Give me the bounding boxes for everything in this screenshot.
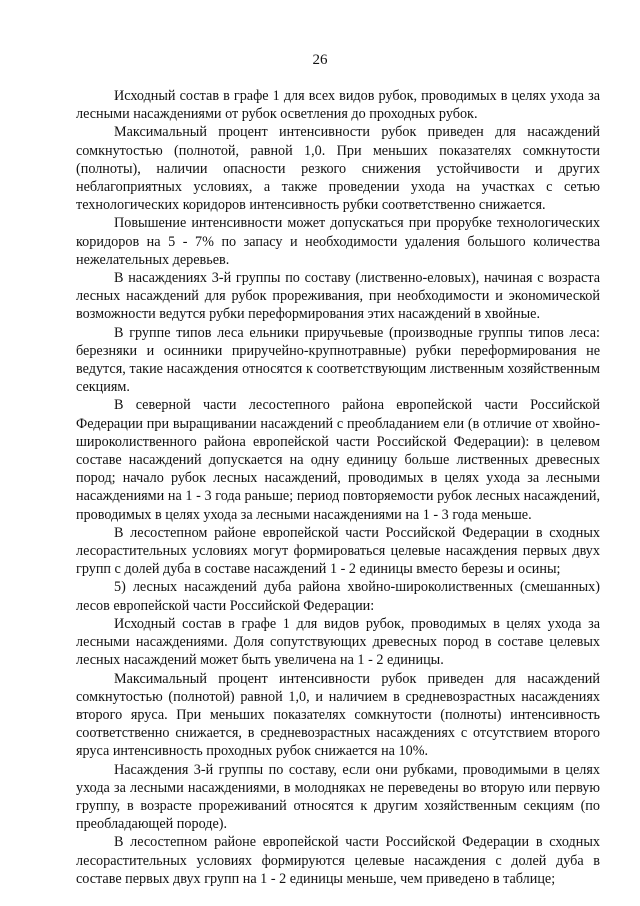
- paragraph: В группе типов леса ельники приручьевые (производные группы типов леса: березняки и осинники приручейно-крупнотравные) рубки переформирования не ведутся, такие насаждения относятся к соответствующим лиственным хозяйственным секциям.: [76, 324, 600, 396]
- paragraph: Исходный состав в графе 1 для всех видов рубок, проводимых в целях ухода за лесными насаждениями от рубок осветления до проходных рубок.: [76, 88, 600, 123]
- paragraph: Исходный состав в графе 1 для видов рубок, проводимых в целях ухода за лесными насаждениями. Доля сопутствующих древесных пород в составе целевых лесных насаждений может быть увеличена на 1 - 2 единицы.: [76, 615, 600, 669]
- paragraph: Повышение интенсивности может допускаться при прорубке технологических коридоров на 5 - 7% по запасу и необходимости удаления большого количества нежелательных деревьев.: [76, 215, 600, 268]
- paragraph: Максимальный процент интенсивности рубок приведен для насаждений сомкнутостью (полнотой) равной 1,0, и наличием в средневозрастных насаждениях второго яруса. При меньших показателях сомкнутости (полноты) интенсивность соответственно снижается, в средневозрастных насаждениях с отсутствием второго яруса интенсивность проходных рубок снижается на 10%.: [76, 670, 600, 760]
- paragraph: В лесостепном районе европейской части Российской Федерации в сходных лесорастительных условиях могут формироваться целевые насаждения первых двух групп с долей дуба в составе насаждений 1 - 2 единицы вместо березы и осины;: [76, 524, 600, 578]
- document-body: [76, 87, 600, 888]
- paragraph: Максимальный процент интенсивности рубок приведен для насаждений сомкнутостью (полнотой, равной 1,0. При меньших показателях сомкнутости (полноты), наличии опасности резкого снижения устойчивости и других неблагоприятных условиях, а также проведении ухода на участках с сетью технологических коридоров интенсивность рубки соответственно снижается.: [76, 124, 600, 214]
- paragraph: В северной части лесостепного района европейской части Российской Федерации при выращивании насаждений с преобладанием ели (в отличие от хвойно-широколиственного района европейской части Российской Федерации): в целевом составе насаждений допускается на одну единицу больше лиственных древесных пород; начало рубок лесных насаждений, проводимых в целях ухода за лесными насаждениями на 1 - 3 года раньше; период повторяемости рубок лесных насаждений, проводимых в целях ухода за лесными насаждениями на 1 - 3 года меньше.: [76, 397, 600, 523]
- paragraph: 5) лесных насаждений дуба района хвойно-широколиственных (смешанных) лесов европейской части Российской Федерации:: [76, 579, 600, 614]
- page-number: 26: [312, 52, 328, 68]
- paragraph: В насаждениях 3-й группы по составу (лиственно-еловых), начиная с возраста лесных насаждений для рубок прореживания, при необходимости и экономической возможности ведутся рубки переформирования этих насаждений в хвойные.: [76, 270, 600, 323]
- paragraph: Насаждения 3-й группы по составу, если они рубками, проводимыми в целях ухода за лесными насаждениями, в молодняках не переведены во вторую или первую группу, в возрасте прореживаний относятся к другим хозяйственным секциям (по преобладающей породе).: [76, 761, 600, 833]
- paragraph: В лесостепном районе европейской части Российской Федерации в сходных лесорастительных условиях формируются целевые насаждения с долей дуба в составе первых двух групп на 1 - 2 единицы меньше, чем приведено в таблице;: [76, 834, 600, 887]
